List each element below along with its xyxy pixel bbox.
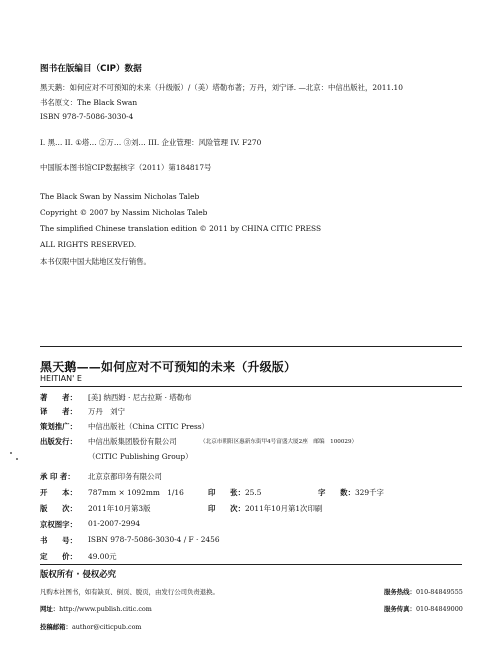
registration-value: 01-2007-2994 [88,519,141,528]
email-label: 投稿邮箱： [40,623,72,631]
author-value: [美] 纳西姆 · 尼古拉斯 · 塔勒布 [88,393,192,402]
website-field [40,604,152,613]
cip-isbn: ISBN 978-7-5086-3030-4 [40,112,134,121]
cip-original-title: 书名原文：The Black Swan [40,98,138,107]
publisher-address: （北京市朝阳区惠新东街甲4号富盛大厦2座 邮编 100029） [200,439,358,445]
printing-field [208,503,322,514]
hotline-field [384,587,463,596]
english-copyright: Copyright © 2007 by Nassim Nicholas Taleb [40,208,208,217]
cip-catalog-entry: 黑天鹅：如何应对不可预知的未来（升级版）/（美）塔勒布著；万丹，刘宁译. —北京：中信出版社，2011.10 [40,83,403,92]
words-value: 329千字 [354,488,384,497]
price-label: 定 价： [40,552,77,561]
planner-row [40,421,209,432]
printing-value: 2011年10月第1次印刷 [244,504,323,513]
publisher-english-name: （CITIC Publishing Group） [88,452,193,461]
author-label: 著 者： [40,393,77,402]
email-value: author@citicpub.com [71,623,142,631]
price-value: 49.00元 [88,552,117,561]
publisher-label: 出版发行： [40,437,77,446]
book-title: 黑天鹅——如何应对不可预知的未来（升级版） [40,360,297,374]
fax-value: 010-84849000 [415,605,463,613]
printer-row [40,471,162,482]
printer-value: 北京京都印务有限公司 [88,472,162,481]
cip-heading: 图书在版编目（CIP）数据 [40,64,142,74]
hotline-label: 服务热线： [384,588,416,596]
translator-value: 万丹 刘宁 [88,407,125,416]
sheets-label: 印 张： [208,488,245,497]
sheets-field [208,487,261,498]
author-row [40,392,192,403]
printing-label: 印 次： [208,504,245,513]
edition-label: 版 次： [40,504,77,513]
publisher-row [40,436,358,447]
replacement-notice: 凡购本社图书，如有缺页、倒页、脱页，由发行公司负责退换。 [40,588,219,596]
price-row [40,551,117,562]
isbn-row [40,535,220,546]
printer-label: 承 印 者： [40,472,75,481]
translator-row [40,406,125,417]
english-rights-reserved: ALL RIGHTS RESERVED. [40,240,137,249]
isbn-value: ISBN 978-7-5086-3030-4 / F · 2456 [88,535,220,544]
words-field [318,487,384,498]
registration-label: 京权图字： [40,520,77,529]
registration-row [40,519,141,530]
divider-rights [40,564,462,565]
cip-record-number: 中国版本图书馆CIP数据核字（2011）第184817号 [40,163,212,172]
website-label: 网址： [40,605,60,613]
sheets-value: 25.5 [244,488,262,497]
english-translation-edition: The simplified Chinese translation edition © 2011 by CHINA CITIC PRESS [40,224,322,233]
format-value: 787mm × 1092mm 1/16 [88,488,184,497]
planner-value: 中信出版社（China CITIC Press） [88,422,209,431]
words-label: 字 数： [318,488,355,497]
scan-speck [16,458,18,460]
book-pinyin: HEITIAN' E [40,374,82,383]
edition-row [40,503,323,514]
divider-title [40,386,462,387]
divider-top [40,346,462,347]
translator-label: 译 者： [40,407,77,416]
isbn-label: 书 号： [40,536,77,545]
email-field [40,622,142,631]
english-original-title: The Black Swan by Nassim Nicholas Taleb [40,192,200,201]
format-row [40,487,384,498]
hotline-value: 010-84849555 [415,588,463,596]
distribution-notice: 本书仅限中国大陆地区发行销售。 [40,257,151,266]
fax-label: 服务传真： [384,605,416,613]
rights-notice: 版权所有 · 侵权必究 [40,569,117,579]
cip-classification: I. 黑… II. ①塔… ②万… ③刘… III. 企业管理：风险管理 IV. F270 [40,138,262,147]
planner-label: 策划推广： [40,422,77,431]
publisher-value: 中信出版集团股份有限公司 [88,437,177,446]
website-value: http://www.publish.citic.com [59,605,152,613]
format-label: 开 本： [40,488,77,497]
fax-field [384,604,463,613]
scan-speck [10,452,12,454]
edition-value: 2011年10月第3版 [88,504,151,513]
